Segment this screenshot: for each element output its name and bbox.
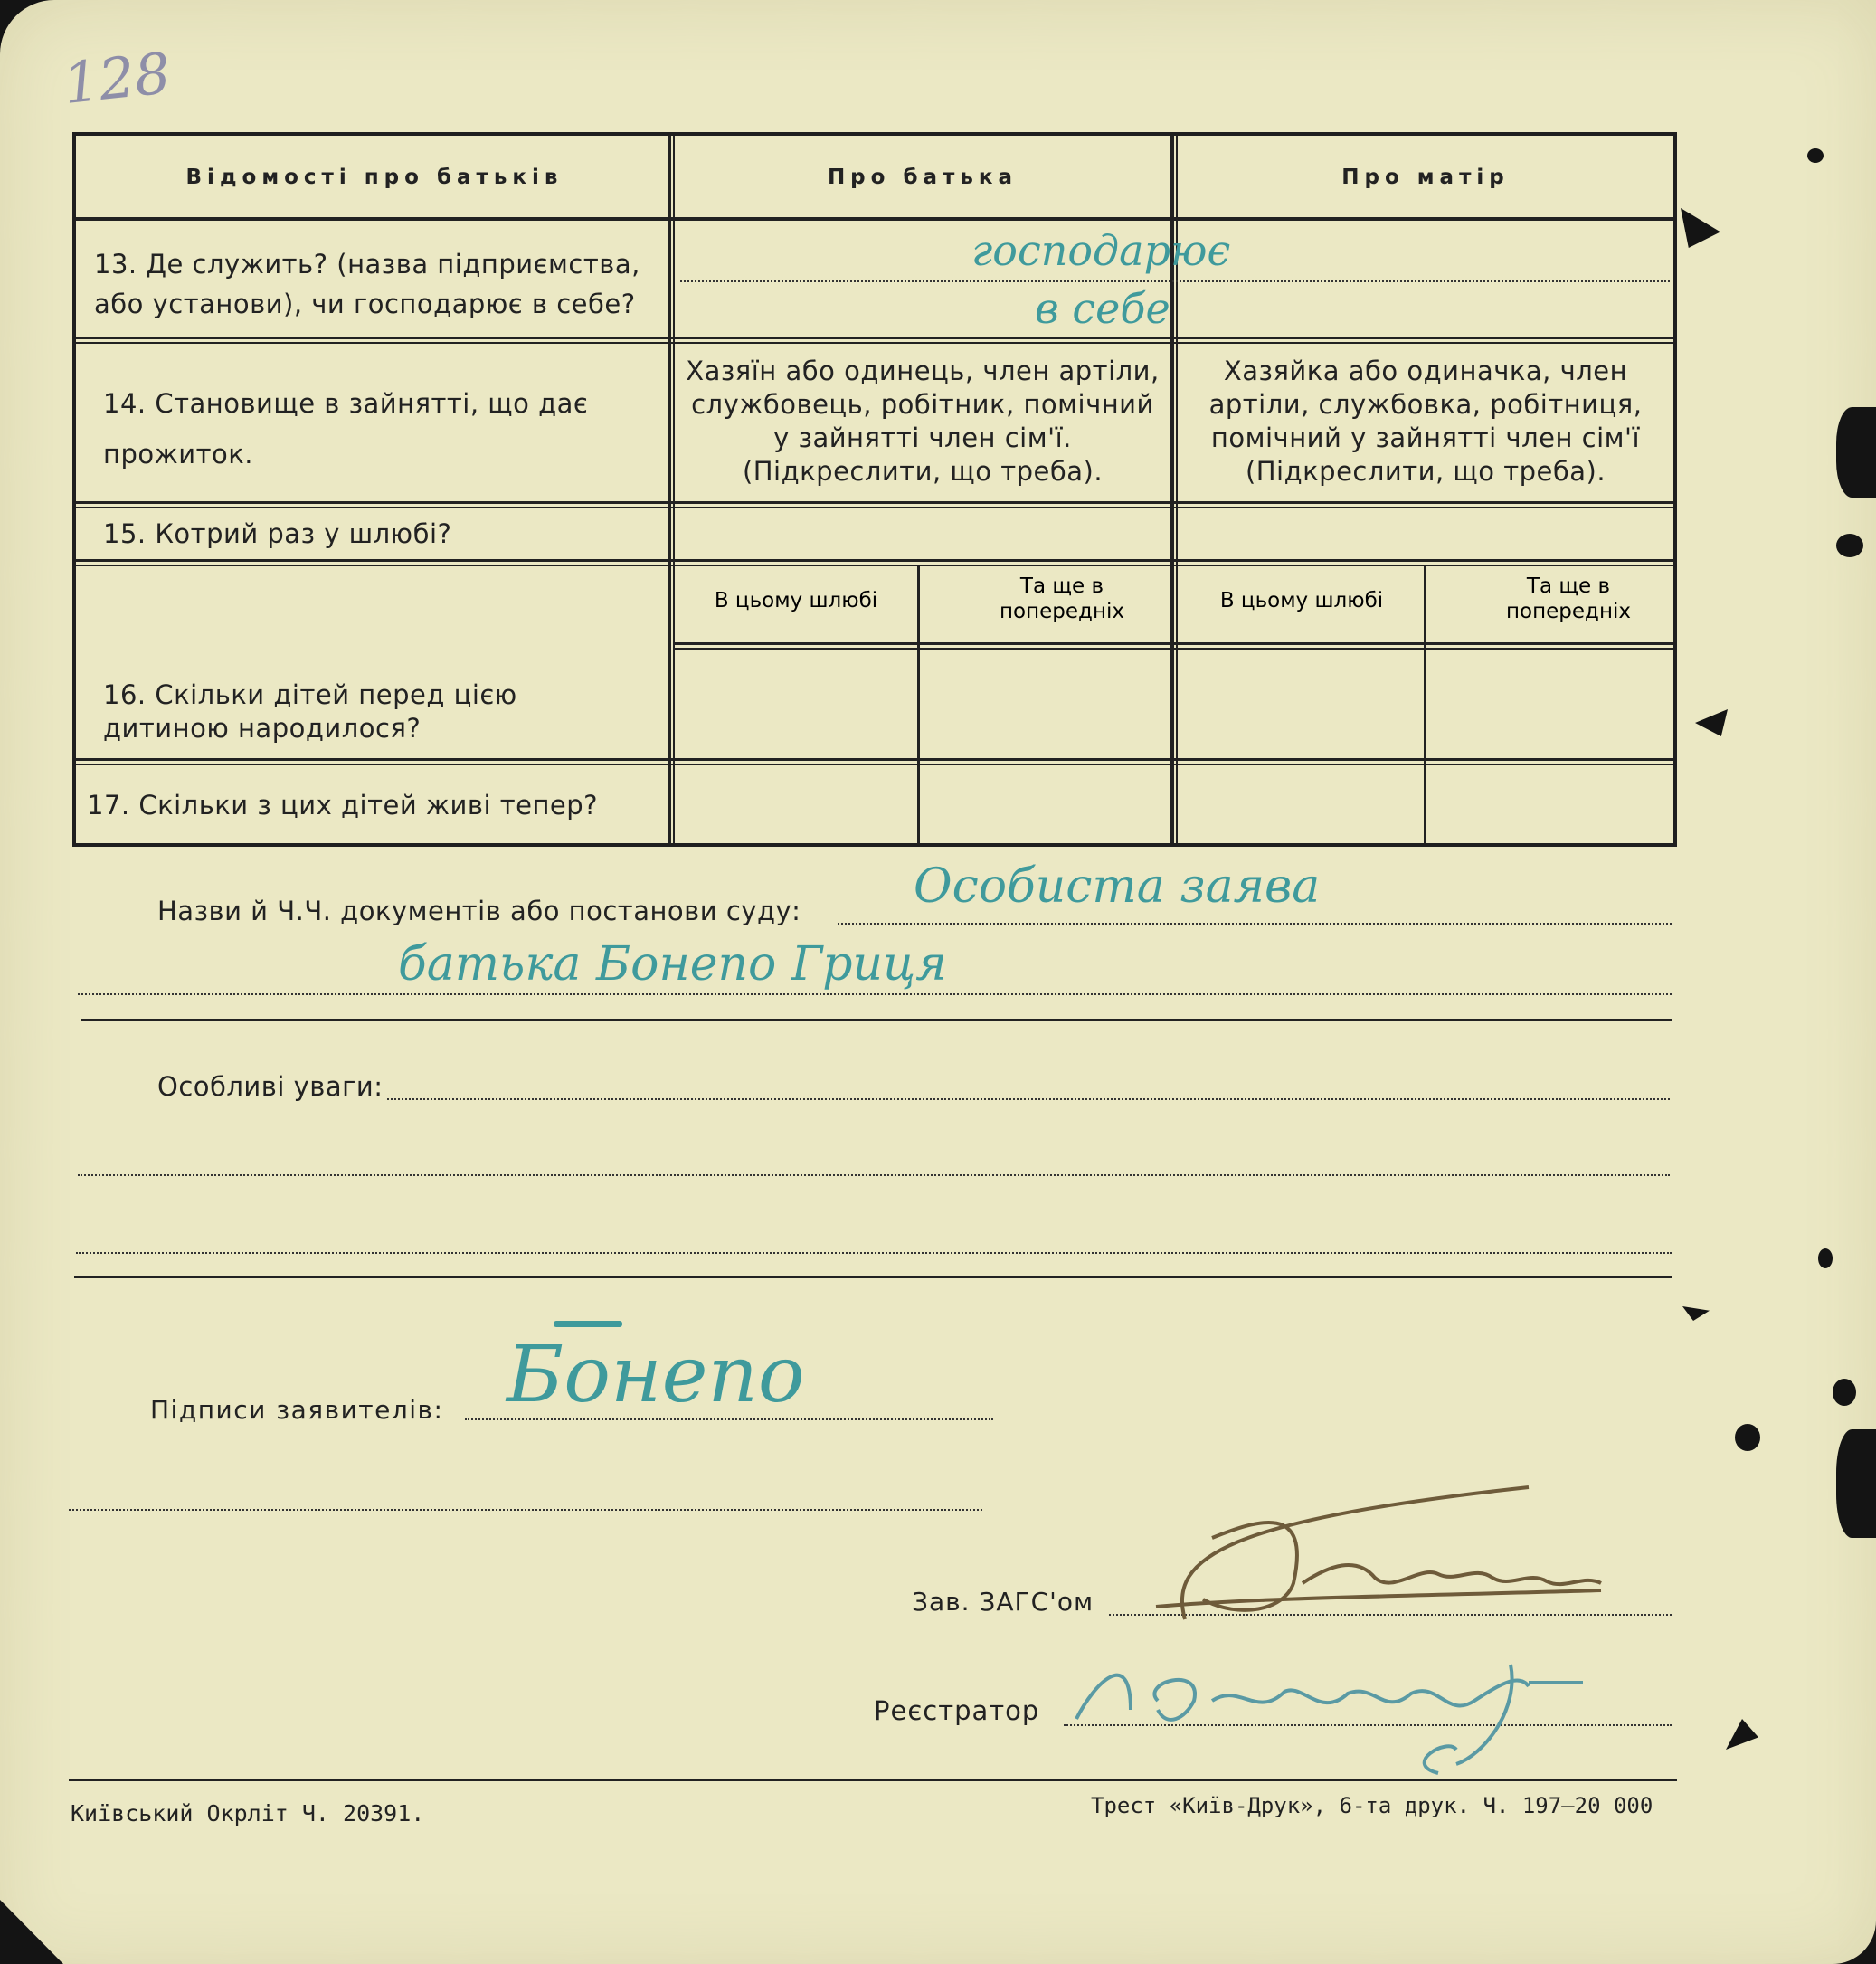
punch-hole <box>1833 1379 1856 1406</box>
punch-hole <box>1807 148 1824 163</box>
subheader-father-this-marriage: В цьому шлюбі <box>714 589 878 612</box>
punch-hole <box>1836 407 1876 498</box>
footer-left-imprint: Київський Окрліт Ч. 20391. <box>71 1800 425 1826</box>
documents-value-line2: батька Бонепо Гриця <box>398 937 947 991</box>
answer-13-line1: господарює <box>971 226 1231 275</box>
answer-13-line2: в себе <box>1035 284 1170 333</box>
zags-head-signature <box>1149 1484 1619 1637</box>
question-17: 17. Скільки з цих дітей живі тепер? <box>87 790 599 821</box>
header-mother: Про матір <box>1341 166 1510 189</box>
punch-hole <box>1735 1424 1760 1451</box>
remarks-label: Особливі уваги: <box>157 1071 384 1102</box>
subheader-mother-this-marriage: В цьому шлюбі <box>1219 589 1384 612</box>
page-number: 128 <box>60 40 174 117</box>
registrar-label: Реєстратор <box>874 1695 1040 1726</box>
question-16: 16. Скільки дітей перед цією дитиною народилося? <box>103 679 517 744</box>
signatures-label: Підписи заявителів: <box>150 1395 444 1425</box>
mother-employment-options: Хазяйка або одиначка, член артіли, службовка, робітниця, помічний у зайнятті член сім'ї (Підкреслити, що треба). <box>1208 356 1643 487</box>
registrar-signature <box>1058 1628 1601 1782</box>
father-employment-options: Хазяїн або одинець, член артіли, службовець, робітник, помічний у зайнятті член сім'ї. (Підкреслити, що треба). <box>686 356 1160 487</box>
header-father: Про батька <box>827 166 1019 189</box>
parents-info-table <box>72 132 1677 847</box>
punch-hole <box>1836 534 1863 557</box>
punch-hole <box>1836 1429 1876 1538</box>
zags-head-label: Зав. ЗАГС'ом <box>912 1587 1094 1617</box>
documents-value-line1: Особиста заява <box>914 859 1321 914</box>
punch-hole <box>1818 1248 1833 1268</box>
question-14: 14. Становище в зайнятті, що дає прожиток. <box>103 388 589 470</box>
footer-right-imprint: Трест «Київ-Друк», 6-та друк. Ч. 197—20 000 <box>1091 1793 1653 1818</box>
subheader-father-previous: Та ще в попередніх <box>1000 574 1124 623</box>
documents-label: Назви й Ч.Ч. документів або постанови суду: <box>157 896 801 926</box>
question-15: 15. Котрий раз у шлюбі? <box>103 518 452 549</box>
subheader-mother-previous: Та ще в попередніх <box>1506 574 1631 623</box>
header-parents-info: Відомості про батьків <box>185 166 564 189</box>
applicant-signature: Бонепо <box>507 1330 805 1420</box>
question-13: 13. Де служить? (назва підприємства, або установи), чи господарює в себе? <box>94 249 640 319</box>
